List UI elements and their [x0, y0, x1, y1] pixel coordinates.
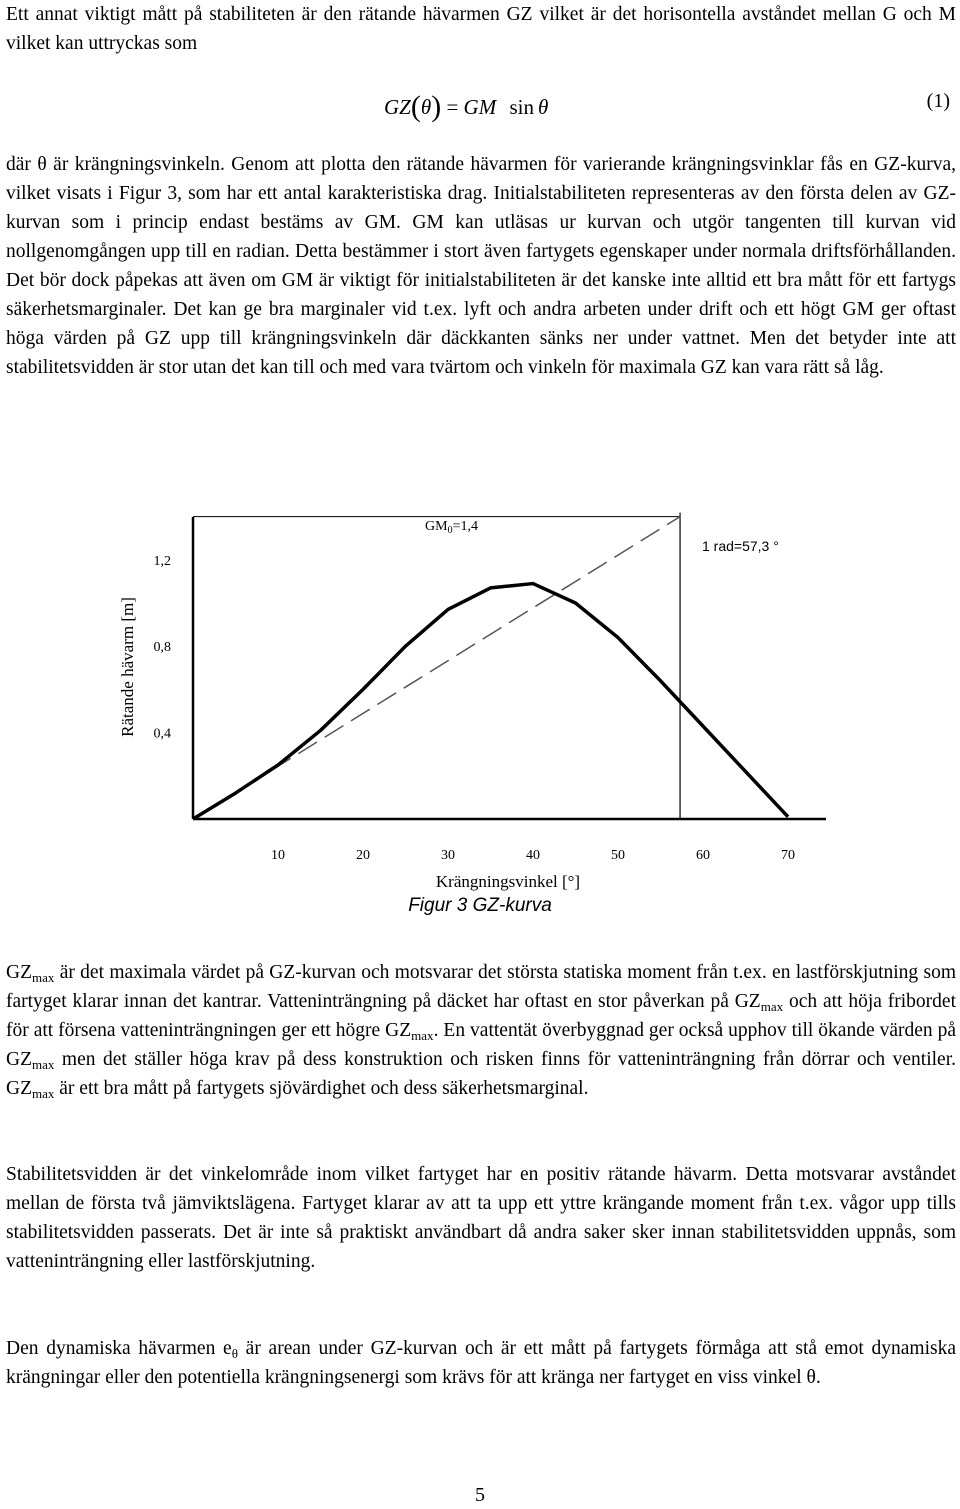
- gz-chart: [0, 495, 960, 925]
- paragraph-2: $GZ_{max}$ är det maximala värdet på GZ-kurvan och motsvarar det största statiska moment från t.ex. en lastförskjutning som fartyget klarar innan det kantrar. Vatteninträngning på däcket har oftast en stor påverkan på $GZ_{max}$ och att höja fribordet för att försena vatteninträngningen ger ett högre $GZ_{max}$. En vattentät överbyggnad ger också upphov till ökande värden på $GZ_{max}$ men det ställer höga krav på dess konstruktion och risken finns för vatteninträngning från dörrar och ventiler. $GZ_{max}$ är ett bra mått på fartygets sjövärdighet och dess säkerhetsmarginal.: [6, 962, 956, 1101]
- eq-lhs: GZ: [384, 95, 411, 119]
- eq-theta: θ: [420, 95, 432, 119]
- one-radian-label: 1 rad=57,3 °: [702, 538, 779, 554]
- page-number: 5: [475, 1484, 485, 1506]
- x-tick-label: 40: [526, 848, 540, 863]
- gm0-label: $GM_0=1,4$: [425, 519, 478, 536]
- x-tick-label: 60: [696, 848, 710, 863]
- x-tick-label: 30: [441, 848, 455, 863]
- eq-sin: sin: [509, 95, 534, 119]
- x-tick-label: 70: [781, 848, 795, 863]
- gz-chart-svg: [0, 495, 960, 925]
- eq-theta-2: θ: [537, 95, 549, 119]
- equation: GZ(θ) = GM sin θ: [384, 90, 549, 123]
- equation-number: (1): [926, 90, 950, 112]
- y-tick-label: 1,2: [153, 553, 171, 569]
- x-tick-label: 50: [611, 848, 625, 863]
- eq-equals: =: [446, 95, 459, 119]
- y-axis-label: Rätande hävarm [m]: [118, 597, 137, 737]
- y-tick-label: 0,8: [153, 640, 171, 656]
- x-tick-label: 10: [271, 848, 285, 863]
- gz-curve: [193, 584, 788, 819]
- paragraph-4: Den dynamiska hävarmen $e_\theta$ är arean under GZ-kurvan och är ett mått på fartygets förmåga att stå emot dynamiska krängningar eller den potentiella krängningsenergi som krävs för att kränga ner fartyget en viss vinkel θ.: [6, 1338, 956, 1388]
- y-tick-label: 0,4: [153, 726, 171, 742]
- paragraph-3: Stabilitetsvidden är det vinkelområde inom vilket fartyget har en positiv rätande hävarm. Detta motsvarar avståndet mellan de första två jämviktslägena. Fartyget klarar av att ta upp ett yttre krängande moment från t.ex. vågor upp tills stabilitetsvidden passerats. Det är inte så praktiskt användbart då andra saker sker innan stabilitetsvidden uppnås, som vatteninträngning eller lastförskjutning.: [6, 1164, 956, 1272]
- figure-caption: Figur 3 GZ-kurva: [408, 895, 552, 916]
- x-axis-label: Krängningsvinkel [°]: [435, 872, 581, 891]
- paragraph-1: där θ är krängningsvinkeln. Genom att plotta den rätande hävarmen för varierande krängningsvinklar fås en GZ-kurva, vilket visats i Figur 3, som har ett antal karakteristiska drag. Initialstabiliteten representeras av den första delen av GZ-kurvan som i princip endast bestäms av GM. GM kan utläsas ur kurvan och utgör tangenten till kurvan vid nollgenomgången upp till en radian. Detta bestämmer i stort även fartygets egenskaper under normala driftsförhållanden. Det bör dock påpekas att även om GM är viktigt för initialstabiliteten är det kanske inte alltid ett bra mått för ett fartygs säkerhetsmarginaler. Det kan ge bra marginaler vid t.ex. lyft och andra arbeten under drift och ett högt GM ger oftast höga värden på GZ upp till krängningsvinkeln där däckkanten sänks ner under vattnet. Men det betyder inte att stabilitetsvidden är stor utan det kan till och med vara tvärtom och vinkeln för maximala GZ kan vara rätt så låg.: [6, 154, 956, 378]
- eq-gm: GM: [463, 95, 497, 119]
- x-tick-label: 20: [356, 848, 370, 863]
- intro-paragraph: Ett annat viktigt mått på stabiliteten är den rätande hävarmen GZ vilket är det horisontella avståndet mellan G och M vilket kan uttryckas som: [6, 4, 956, 54]
